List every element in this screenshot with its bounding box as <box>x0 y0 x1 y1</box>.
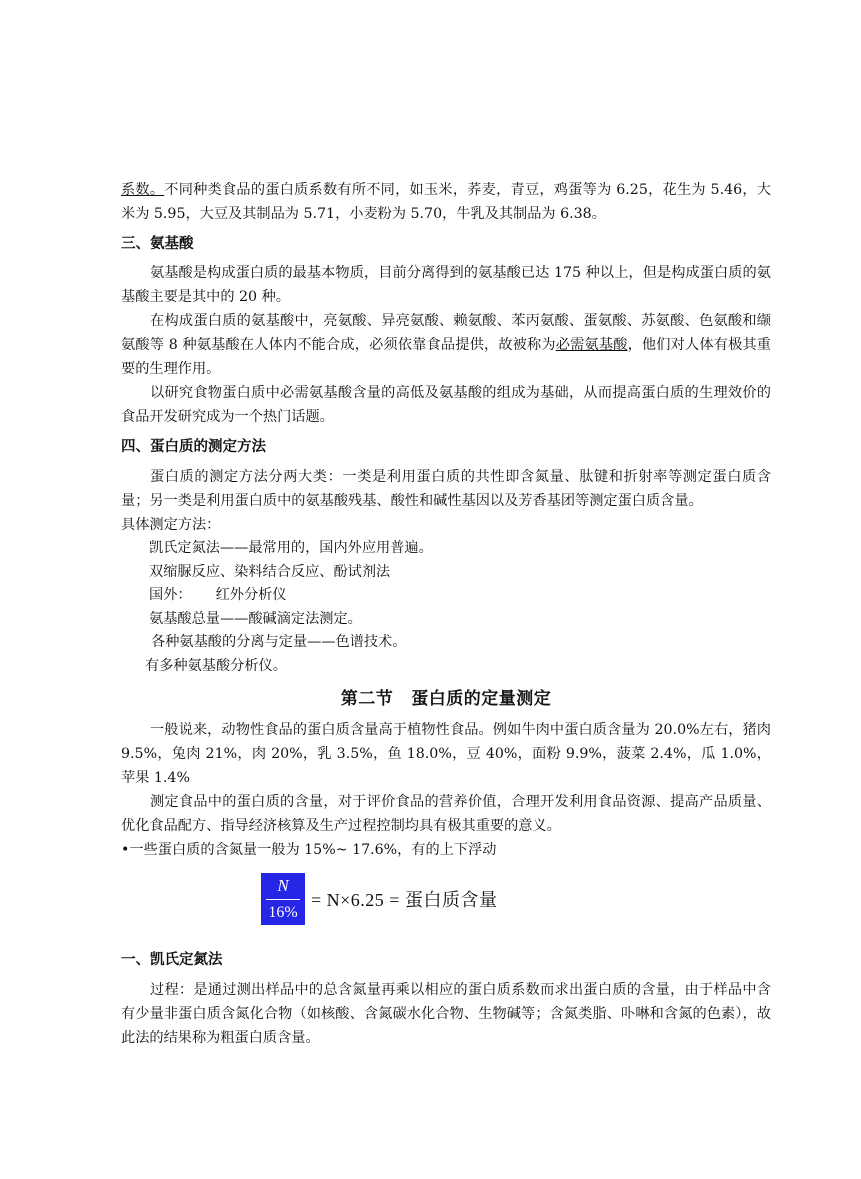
page-content <box>121 178 771 1050</box>
method-paragraph: 蛋白质的测定方法分两大类：一类是利用蛋白质的共性即含氮量、肽键和折射率等测定蛋白质含量；另一类是利用蛋白质中的氨基酸残基、酸性和碱性基因以及芳香基团等测定蛋白质含量。 <box>121 469 771 509</box>
nitrogen-content-bullet <box>121 838 771 862</box>
amino-paragraph-3: 以研究食物蛋白质中必需氨基酸含量的高低及氨基酸的组成为基础，从而提高蛋白质的生理效价的食品开发研究成为一个热门话题。 <box>121 385 771 425</box>
section-name: 蛋白质的定量测定 <box>411 689 552 709</box>
formula-fraction <box>261 873 305 925</box>
fraction-bar <box>266 899 300 900</box>
list-item-analyzers: 有多种氨基酸分析仪。 <box>145 657 287 674</box>
protein-coefficient-term: 系数。 <box>121 182 165 198</box>
list-item-total: 氨基酸总量——酸碱滴定法测定。 <box>149 610 362 627</box>
formula-denominator: 16% <box>268 903 298 921</box>
formula-rest: = N×6.25 = 蛋白质含量 <box>311 890 498 910</box>
list-item-separation: 各种氨基酸的分离与定量——色谱技术。 <box>151 634 407 650</box>
abroad-value: 红外分析仪 <box>215 587 287 603</box>
section-number: 第二节 <box>340 689 394 709</box>
amino-p2-before: 在构成蛋白质的氨基酸中，亮氨酸、异亮氨酸、赖氨酸、苯丙氨酸、蛋氨酸、苏氨酸、色氨酸和缬氨酸等 8 种氨基酸在人体内不能合成，必须依靠食品提供，故被称为 <box>121 313 771 353</box>
essential-amino-acid-term: 必需氨基酸 <box>555 337 628 353</box>
bullet-text: 一些蛋白质的含氮量一般为 15%~ 17.6%，有的上下浮动 <box>129 842 497 858</box>
amino-p2-after: ，他们对人体有极其重要的生理作用。 <box>121 337 771 377</box>
list-item-kjeldahl: 凯氏定氮法——最常用的，国内外应用普遍。 <box>149 540 433 556</box>
section2-paragraph-2: 测定食品中的蛋白质的含量，对于评价食品的营养价值，合理开发利用食品资源、提高产品质量、优化食品配方、指导经济核算及生产过程控制均具有极其重要的意义。 <box>121 794 771 834</box>
protein-formula <box>261 870 771 928</box>
kjeldahl-paragraph: 过程：是通过测出样品中的总含氮量再乘以相应的蛋白质系数而求出蛋白质的含量，由于样品中含有少量非蛋白质含氮化合物（如核酸、含氮碳水化合物、生物碱等；含氮类脂、卟啉和含氮的色素），故此法的结果称为粗蛋白质含量。 <box>121 982 771 1046</box>
list-item-abroad <box>121 584 771 608</box>
kjeldahl-heading: 一、凯氏定氮法 <box>121 951 223 968</box>
formula-numerator: N <box>277 875 289 895</box>
amino-acid-heading: 三、氨基酸 <box>121 235 194 252</box>
list-item-biuret: 双缩脲反应、染料结合反应、酚试剂法 <box>149 563 391 580</box>
abroad-label: 国外： <box>149 587 192 603</box>
amino-paragraph-1: 氨基酸是构成蛋白质的最基本物质，目前分离得到的氨基酸已达 175 种以上，但是构成蛋白质的氨基酸主要是其中的 20 种。 <box>121 265 771 305</box>
method-list-title: 具体测定方法： <box>121 517 221 533</box>
intro-text: 不同种类食品的蛋白质系数有所不同，如玉米，荞麦，青豆，鸡蛋等为 6.25，花生为 5.46，大米为 5.95，大豆及其制品为 5.71，小麦粉为 5.70，牛乳及其制品为 6.38。 <box>121 182 771 222</box>
section2-paragraph-1: 一般说来，动物性食品的蛋白质含量高于植物性食品。例如牛肉中蛋白质含量为 20.0%左右，猪肉 9.5%，兔肉 21%，肉 20%，乳 3.5%，鱼 18.0%，豆 40%，面粉 9.9%，菠菜 2.4%，瓜 1.0%，苹果 1.4% <box>121 722 771 786</box>
method-list <box>121 537 771 678</box>
method-heading: 四、蛋白质的测定方法 <box>121 438 266 455</box>
bullet-icon: • <box>121 842 130 858</box>
section-title <box>121 686 771 712</box>
intro-paragraph <box>121 178 771 226</box>
amino-paragraph-2 <box>121 309 771 381</box>
